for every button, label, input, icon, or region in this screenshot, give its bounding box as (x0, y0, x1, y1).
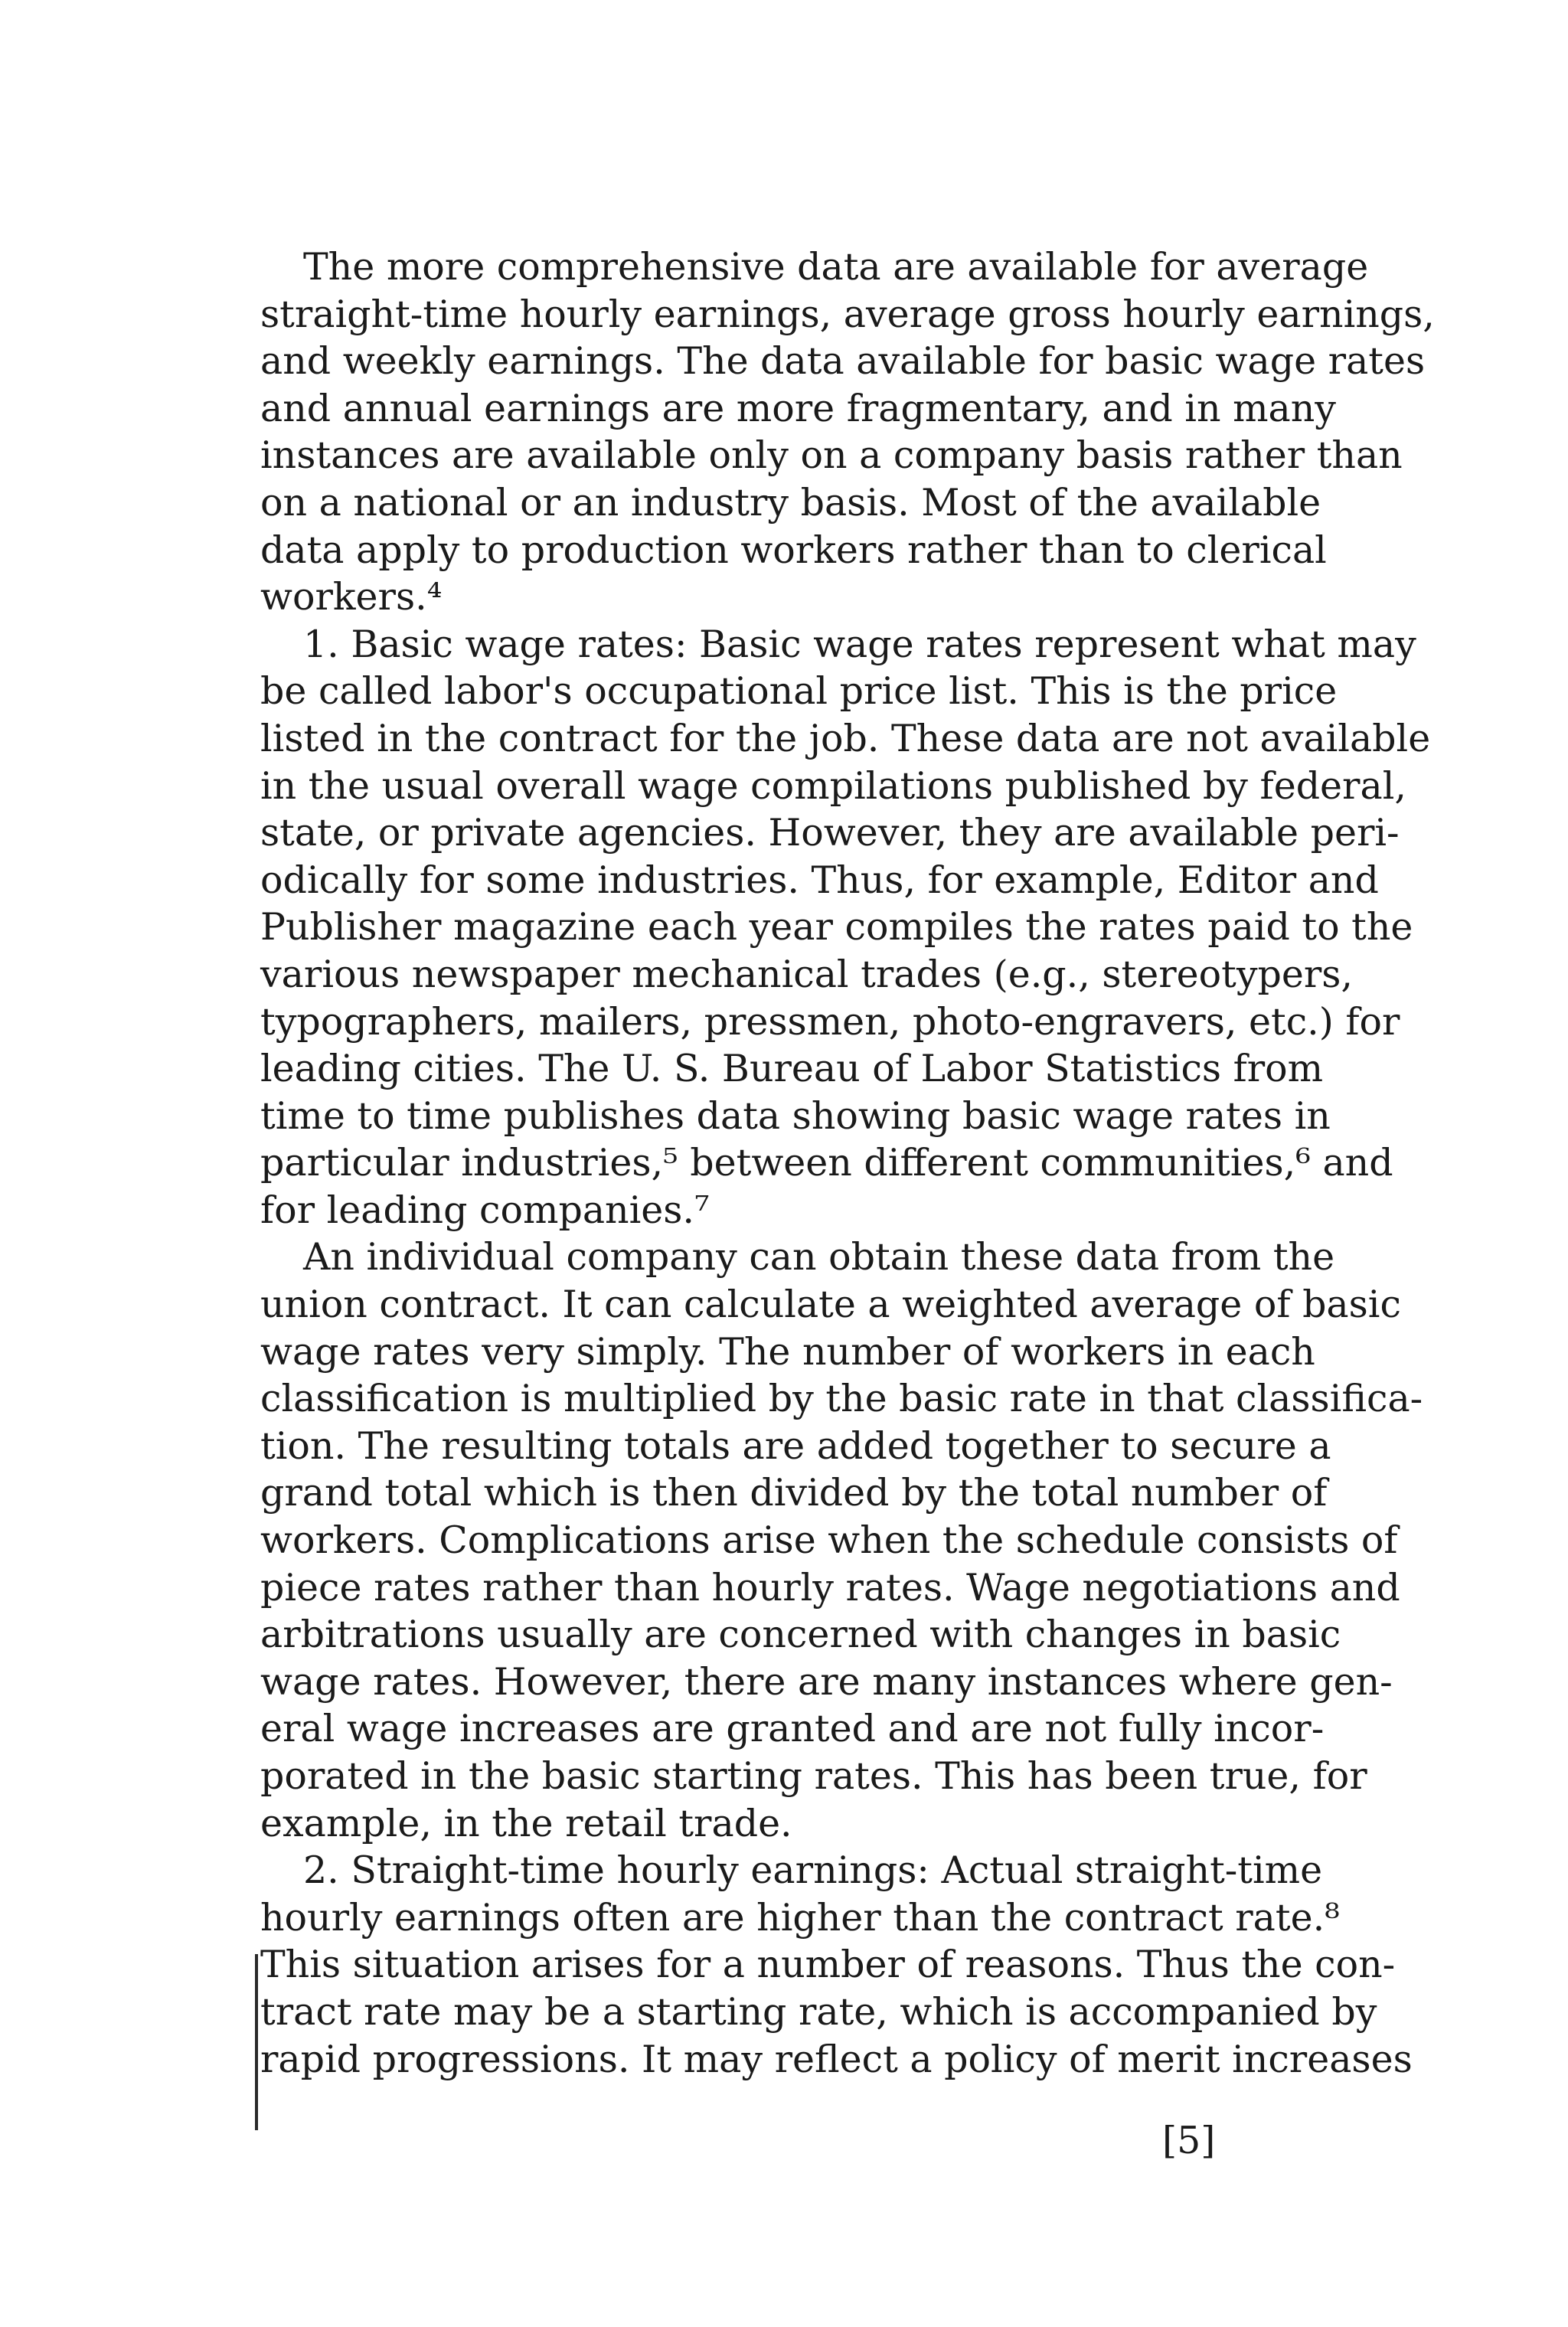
text-line: eral wage increases are granted and are not fully incor- (260, 1707, 1325, 1751)
text-line: 2. Straight-time hourly earnings: Actual straight-time (303, 1848, 1323, 1893)
text-line: arbitrations usually are concerned with changes in basic (260, 1613, 1341, 1657)
text-line: tion. The resulting totals are added together to secure a (260, 1423, 1331, 1468)
page-body (260, 243, 1435, 2083)
text-line: in the usual overall wage compilations published by federal, (260, 763, 1406, 808)
text-line: on a national or an industry basis. Most of the available (260, 480, 1321, 525)
text-line: leading cities. The U. S. Bureau of Labor Statistics from (260, 1047, 1324, 1091)
text-line: for leading companies.⁷ (260, 1188, 710, 1232)
text-line: time to time publishes data showing basic wage rates in (260, 1093, 1331, 1138)
text-line: typographers, mailers, pressmen, photo-engravers, etc.) for (260, 999, 1400, 1044)
text-line: This situation arises for a number of reasons. Thus the con- (260, 1943, 1396, 1987)
text-line: particular industries,⁵ between different communities,⁶ and (260, 1141, 1393, 1185)
text-line: rapid progressions. It may reflect a policy of merit increases (260, 2037, 1413, 2081)
text-line: odically for some industries. Thus, for example, Editor and (260, 858, 1379, 902)
text-line: wage rates very simply. The number of workers in each (260, 1329, 1315, 1374)
text-line: The more comprehensive data are available for average (303, 245, 1369, 289)
page-number: [5] (1162, 2119, 1216, 2162)
text-line: be called labor's occupational price list. This is the price (260, 669, 1338, 714)
text-line: and annual earnings are more fragmentary, and in many (260, 386, 1336, 430)
text-line: porated in the basic starting rates. This has been true, for (260, 1754, 1367, 1798)
text-line: union contract. It can calculate a weighted average of basic (260, 1283, 1401, 1327)
text-line: classification is multiplied by the basic rate in that classifica- (260, 1377, 1423, 1421)
text-line: 1. Basic wage rates: Basic wage rates represent what may (303, 622, 1416, 666)
text-line: listed in the contract for the job. These data are not available (260, 716, 1431, 760)
text-line: and weekly earnings. The data available for basic wage rates (260, 339, 1426, 384)
text-line: hourly earnings often are higher than the contract rate.⁸ (260, 1895, 1340, 1940)
text-line: instances are available only on a company basis rather than (260, 433, 1403, 478)
text-line: workers.⁴ (260, 575, 443, 619)
text-line: example, in the retail trade. (260, 1801, 792, 1845)
margin-rule (255, 1954, 258, 2130)
text-line: straight-time hourly earnings, average gross hourly earnings, (260, 292, 1435, 336)
text-line: Publisher magazine each year compiles the rates paid to the (260, 905, 1413, 949)
text-line: wage rates. However, there are many instances where gen- (260, 1659, 1393, 1704)
text-line: state, or private agencies. However, they are available peri- (260, 811, 1400, 855)
text-line: An individual company can obtain these data from the (303, 1235, 1335, 1280)
text-line: data apply to production workers rather than to clerical (260, 528, 1327, 572)
text-line: tract rate may be a starting rate, which is accompanied by (260, 1989, 1377, 2034)
text-line: various newspaper mechanical trades (e.g., stereotypers, (260, 952, 1354, 996)
text-line: grand total which is then divided by the total number of (260, 1471, 1328, 1515)
text-line: workers. Complications arise when the schedule consists of (260, 1518, 1398, 1563)
text-line: piece rates rather than hourly rates. Wage negotiations and (260, 1565, 1400, 1610)
